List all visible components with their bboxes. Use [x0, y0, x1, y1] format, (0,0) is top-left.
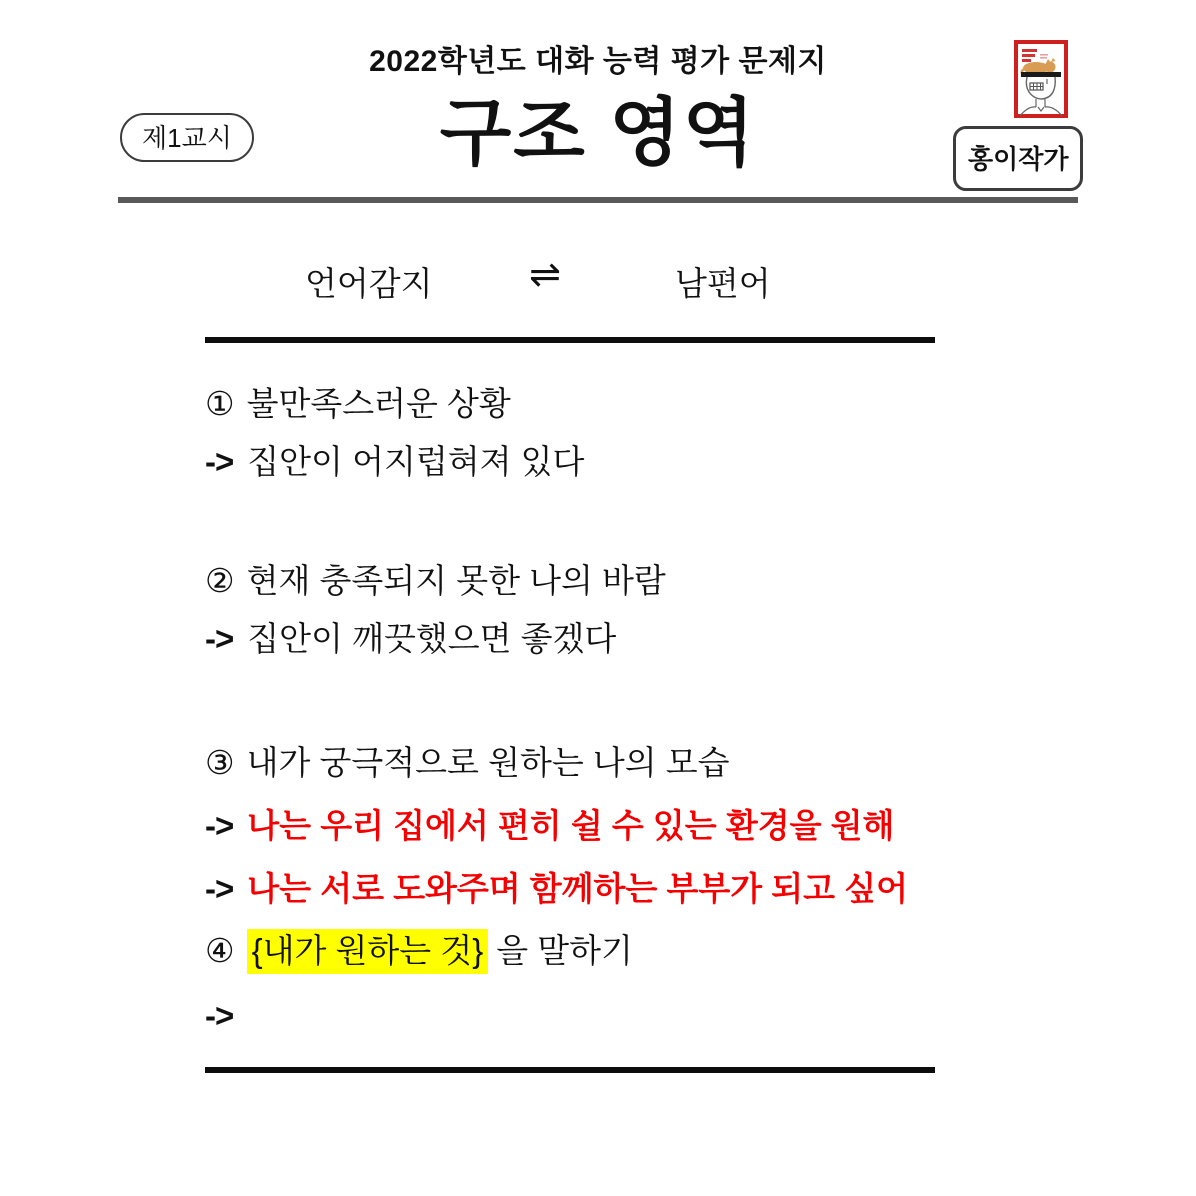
item-4-answer-blank [205, 996, 247, 1036]
item-1-text: 불만족스러운 상황 [246, 385, 511, 422]
item-2-text: 현재 충족되지 못한 나의 바람 [246, 562, 666, 599]
item-4-text: 을 말하기 [496, 932, 633, 969]
exam-title: 2022학년도 대화 능력 평가 문제지 [369, 45, 827, 78]
item-3-title [205, 743, 730, 783]
item-1-answer-text: 집안이 어지럽혀져 있다 [247, 443, 585, 480]
header-divider [118, 197, 1078, 203]
translator-source-language: 언어감지 [305, 265, 433, 302]
arrow-glyph: -> [205, 807, 234, 844]
item-2-title [205, 561, 666, 601]
content-divider-top [205, 337, 935, 343]
item-4-title [205, 931, 633, 971]
translator-target-language: 남편어 [675, 265, 771, 302]
arrow-glyph: -> [205, 870, 234, 907]
period-badge: 제1교시 [120, 113, 254, 162]
item-1-title [205, 384, 511, 424]
author-badge: 홍이작가 [953, 126, 1083, 191]
item-3-answer-2-text: 나는 서로 도와주며 함께하는 부부가 되고 싶어 [247, 870, 908, 907]
item-2-answer-text: 집안이 깨끗했으면 좋겠다 [247, 620, 617, 657]
item-2-answer [205, 619, 616, 659]
section-title: 구조 영역 [439, 91, 757, 174]
item-1-answer [205, 442, 584, 482]
highlighted-phrase: {내가 원하는 것} [247, 929, 489, 974]
item-3-text: 내가 궁극적으로 원하는 나의 모습 [246, 744, 730, 781]
item-1-number: ① [205, 385, 235, 422]
swap-languages-icon: ⇌ [529, 254, 561, 296]
content-divider-bottom [205, 1067, 935, 1073]
author-book-cover-icon [1014, 40, 1068, 118]
arrow-glyph: -> [205, 997, 234, 1034]
arrow-glyph: -> [205, 443, 234, 480]
item-3-answer-1 [205, 806, 894, 846]
item-3-answer-2 [205, 869, 908, 909]
item-3-answer-1-text: 나는 우리 집에서 편히 쉴 수 있는 환경을 원해 [247, 807, 895, 844]
item-3-number: ③ [205, 744, 235, 781]
item-2-number: ② [205, 562, 235, 599]
arrow-glyph: -> [205, 620, 234, 657]
item-4-number: ④ [205, 932, 235, 969]
